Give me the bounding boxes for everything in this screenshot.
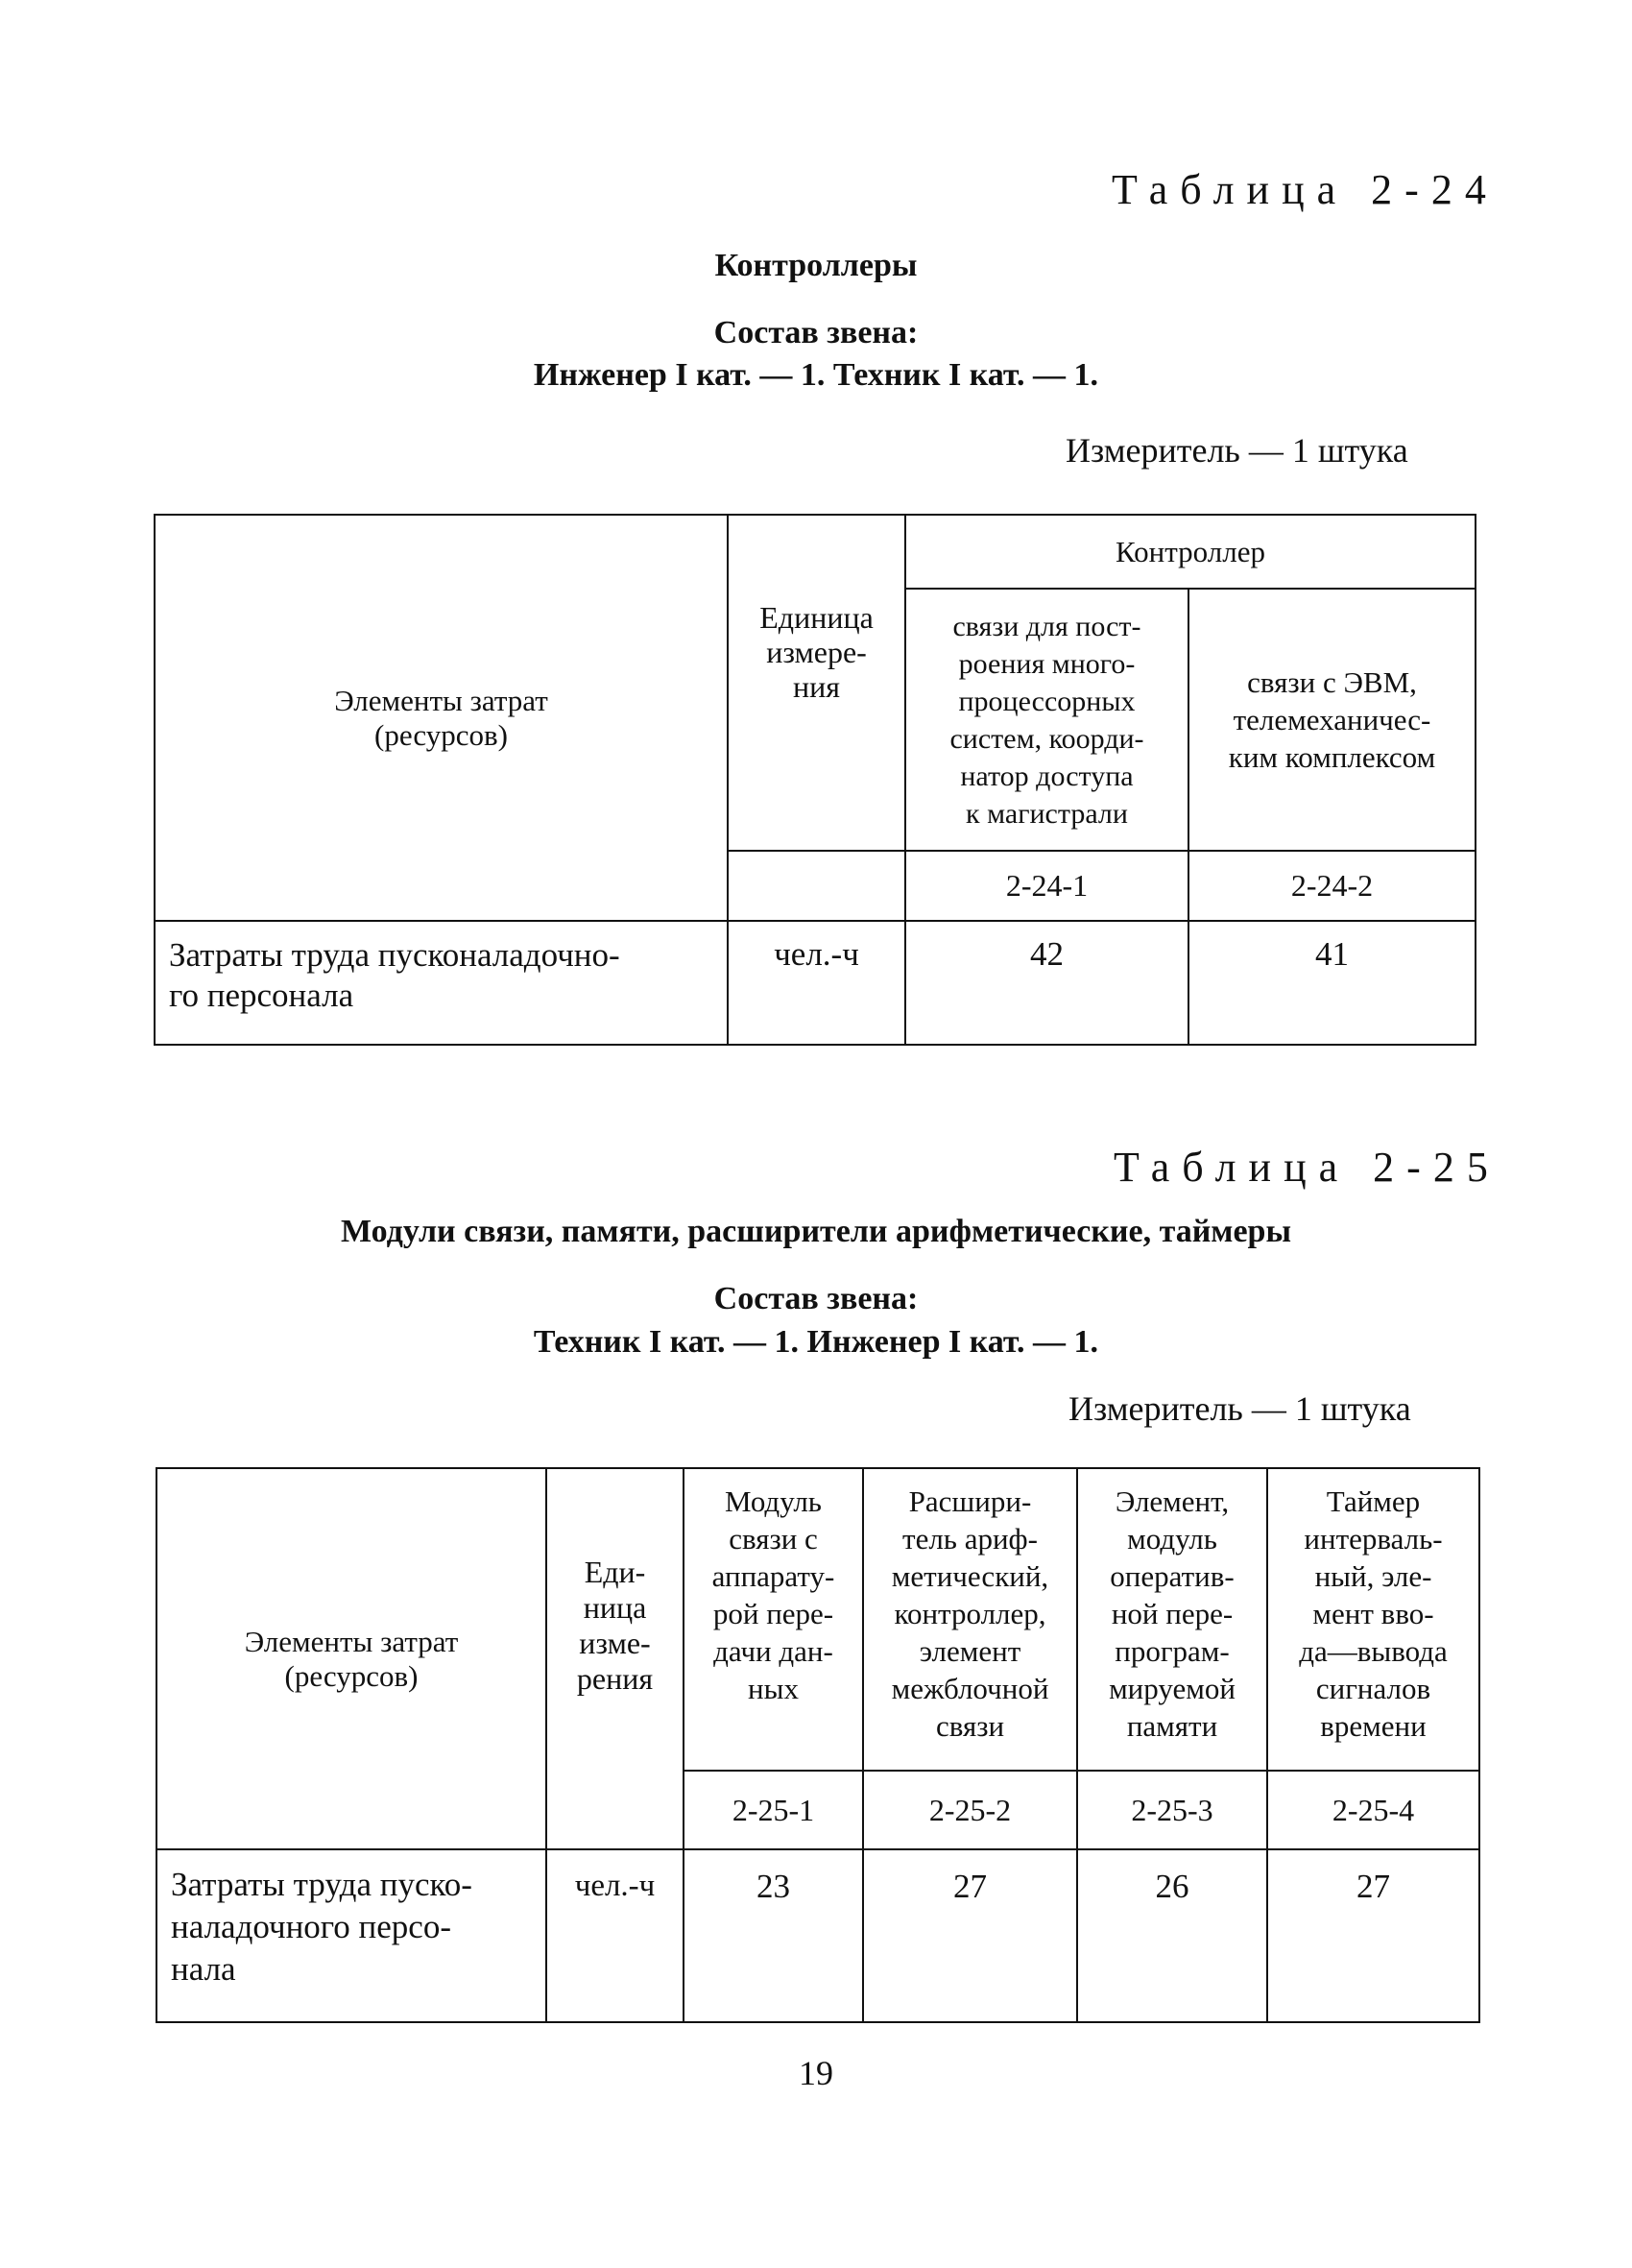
header-col-2: связи с ЭВМ, телемеханичес- ким комплексом — [1188, 589, 1476, 851]
row-labor-costs-name: Затраты труда пуско- наладочного персо- нала — [156, 1849, 546, 2022]
row-labor-costs-value-3: 26 — [1077, 1849, 1267, 2022]
code-2-25-4: 2-25-4 — [1267, 1771, 1479, 1849]
table-2-24-title: Контроллеры — [714, 248, 918, 283]
table-2-25-crew-heading: Состав звена: — [713, 1281, 919, 1316]
row-labor-costs-value-1: 42 — [905, 921, 1188, 1045]
header-col-3: Элемент, модуль оператив- ной пере- програм- мируемой памяти — [1077, 1468, 1267, 1771]
row-labor-costs-unit: чел.-ч — [728, 921, 905, 1045]
row-labor-costs-name: Затраты труда пусконаладочно- го персонала — [155, 921, 728, 1045]
code-2-24-2: 2-24-2 — [1188, 851, 1476, 921]
header-unit: Еди- ница изме- рения — [546, 1468, 684, 1849]
table-2-24 — [154, 514, 1476, 1046]
table-2-24-label: Таблица 2-24 — [1112, 166, 1499, 213]
header-elements: Элементы затрат (ресурсов) — [155, 515, 728, 921]
table-2-24-crew: Инженер I кат. — 1. Техник I кат. — 1. — [533, 357, 1099, 393]
header-unit: Единица измере- ния — [728, 515, 905, 851]
table-2-25-title: Модули связи, памяти, расширители арифметические, таймеры — [340, 1214, 1292, 1249]
table-2-24-meter: Измеритель — 1 штука — [1066, 431, 1408, 470]
code-2-24-1: 2-24-1 — [905, 851, 1188, 921]
header-col-2: Расшири- тель ариф- метический, контроллер, элемент межблочной связи — [863, 1468, 1077, 1771]
table-2-25 — [156, 1467, 1480, 2023]
table-2-25-crew: Техник I кат. — 1. Инженер I кат. — 1. — [533, 1324, 1099, 1360]
page-number: 19 — [799, 2054, 833, 2092]
row-labor-costs-unit: чел.-ч — [546, 1849, 684, 2022]
header-elements: Элементы затрат (ресурсов) — [156, 1468, 546, 1849]
code-2-25-2: 2-25-2 — [863, 1771, 1077, 1849]
header-col-4: Таймер интерваль- ный, эле- мент вво- да—вывода сигналов времени — [1267, 1468, 1479, 1771]
row-labor-costs-value-4: 27 — [1267, 1849, 1479, 2022]
header-group-controller: Контроллер — [905, 515, 1476, 589]
row-labor-costs-value-2: 27 — [863, 1849, 1077, 2022]
code-2-25-3: 2-25-3 — [1077, 1771, 1267, 1849]
header-unit-code-empty — [728, 851, 905, 921]
header-col-1: Модуль связи с аппарату- рой пере- дачи дан- ных — [684, 1468, 863, 1771]
row-labor-costs-value-1: 23 — [684, 1849, 863, 2022]
table-2-25-label: Таблица 2-25 — [1114, 1144, 1500, 1191]
table-2-25-meter: Измеритель — 1 штука — [1068, 1389, 1411, 1428]
table-2-24-crew-heading: Состав звена: — [713, 315, 919, 350]
code-2-25-1: 2-25-1 — [684, 1771, 863, 1849]
row-labor-costs-value-2: 41 — [1188, 921, 1476, 1045]
header-col-1: связи для пост- роения много- процессорных систем, коорди- натор доступа к магистрали — [905, 589, 1188, 851]
